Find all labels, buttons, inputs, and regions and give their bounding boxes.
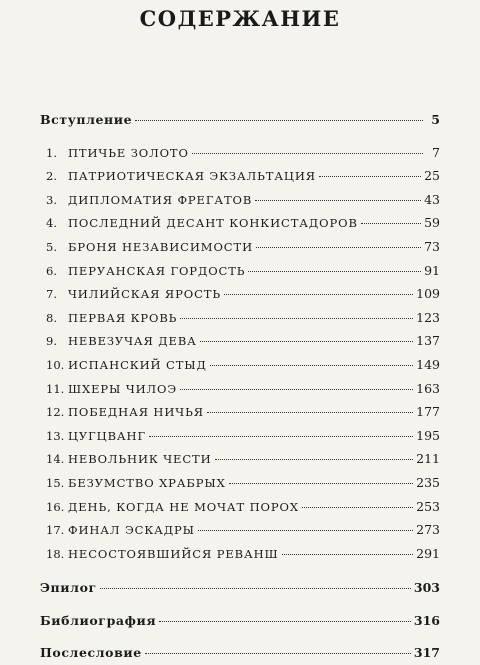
toc-chapter-entry	[40, 447, 440, 471]
toc-chapter-entry	[40, 471, 440, 495]
toc-entry-page-number: 291	[416, 545, 440, 561]
toc-entry-number: 18.	[46, 546, 65, 561]
toc-entry-title: ЦУГЦВАНГ	[68, 428, 146, 443]
toc-entry-title: НЕВОЛЬНИК ЧЕСТИ	[68, 452, 212, 467]
toc-entry-number: 10.	[46, 357, 65, 372]
toc-entry-title: НЕСОСТОЯВШИЙСЯ РЕВАНШ	[68, 546, 279, 561]
toc-entry-title: ДИПЛОМАТИЯ ФРЕГАТОВ	[68, 192, 253, 207]
toc-entry-number: 14.	[46, 452, 65, 467]
table-of-contents	[40, 108, 440, 665]
toc-entry-title: БРОНЯ НЕЗАВИСИМОСТИ	[68, 239, 253, 254]
dot-leader	[180, 389, 413, 390]
toc-entry-number: 13.	[46, 428, 65, 443]
toc-entry-title: НЕВЕЗУЧАЯ ДЕВА	[68, 334, 197, 349]
dot-leader	[192, 153, 423, 154]
toc-chapter-entry	[40, 306, 440, 330]
toc-entry-title: Послесловие	[40, 645, 142, 661]
toc-entry-number: 7.	[46, 287, 57, 302]
toc-entry-page-number: 177	[416, 404, 440, 420]
toc-entry-number: 11.	[46, 381, 65, 396]
toc-entry-title: Библиография	[40, 612, 157, 628]
toc-entry-title: ИСПАНСКИЙ СТЫД	[68, 357, 207, 372]
toc-entry-title: ПЕРВАЯ КРОВЬ	[68, 310, 178, 325]
toc-chapter-entry	[40, 188, 440, 212]
dot-leader	[229, 483, 413, 484]
toc-entry-page-number: 195	[416, 427, 440, 443]
toc-chapter-entry	[40, 518, 440, 542]
toc-entry-number: 12.	[46, 405, 65, 420]
dot-leader	[302, 507, 413, 508]
toc-entry-title: ШХЕРЫ ЧИЛОЭ	[68, 381, 178, 396]
toc-chapter-entry	[40, 377, 440, 401]
toc-chapter-entry	[40, 353, 440, 377]
toc-entry-title: ПОБЕДНАЯ НИЧЬЯ	[68, 405, 204, 420]
toc-entry-page-number: 123	[416, 309, 440, 325]
toc-chapter-entry	[40, 141, 440, 165]
dot-leader	[200, 341, 413, 342]
dot-leader	[361, 223, 421, 224]
toc-entry-title: ПАТРИОТИЧЕСКАЯ ЭКЗАЛЬТАЦИЯ	[68, 169, 316, 184]
toc-chapter-entry	[40, 282, 440, 306]
toc-entry-title: БЕЗУМСТВО ХРАБРЫХ	[68, 475, 226, 490]
toc-entry-title: Эпилог	[40, 580, 97, 596]
toc-section-entry	[40, 108, 440, 132]
dot-leader	[210, 365, 413, 366]
toc-entry-number: 16.	[46, 499, 65, 514]
toc-entry-page-number: 25	[424, 168, 440, 184]
toc-entry-page-number: 5	[431, 112, 440, 127]
dot-leader	[319, 176, 421, 177]
toc-chapter-entry	[40, 259, 440, 283]
toc-entry-number: 4.	[46, 216, 57, 231]
dot-leader	[224, 294, 413, 295]
toc-entry-page-number: 43	[424, 191, 440, 207]
toc-entry-page-number: 109	[416, 286, 440, 302]
toc-entry-title: ПЕРУАНСКАЯ ГОРДОСТЬ	[68, 263, 246, 278]
toc-entry-number: 2.	[46, 169, 57, 184]
toc-entry-number: 6.	[46, 263, 57, 278]
toc-entry-page-number: 235	[416, 474, 440, 490]
toc-entry-title: ПОСЛЕДНИЙ ДЕСАНТ КОНКИСТАДОРОВ	[68, 216, 358, 231]
toc-entry-number: 17.	[46, 523, 65, 538]
toc-entry-title: ФИНАЛ ЭСКАДРЫ	[68, 523, 195, 538]
toc-entry-page-number: 73	[424, 238, 440, 254]
toc-entry-page-number: 316	[413, 612, 440, 628]
page-title: СОДЕРЖАНИЕ	[139, 6, 341, 31]
dot-leader	[207, 412, 413, 413]
toc-chapter-entry	[40, 542, 440, 566]
toc-entry-page-number: 137	[416, 333, 440, 349]
toc-section-entry	[40, 641, 440, 665]
dot-leader	[145, 653, 411, 654]
toc-chapter-entry	[40, 235, 440, 259]
dot-leader	[159, 621, 411, 622]
toc-section-entry	[40, 576, 440, 600]
dot-leader	[180, 318, 413, 319]
dot-leader	[282, 554, 414, 555]
toc-chapter-entry	[40, 424, 440, 448]
dot-leader	[198, 530, 413, 531]
dot-leader	[256, 247, 421, 248]
dot-leader	[248, 271, 421, 272]
toc-entry-title: ПТИЧЬЕ ЗОЛОТО	[68, 145, 189, 160]
toc-entry-number: 3.	[46, 192, 57, 207]
toc-entry-number: 8.	[46, 310, 57, 325]
toc-entry-page-number: 59	[424, 215, 440, 231]
toc-entry-page-number: 253	[416, 498, 440, 514]
toc-entry-page-number: 149	[416, 356, 440, 372]
toc-entry-title: Вступление	[40, 112, 133, 127]
toc-entry-number: 5.	[46, 239, 57, 254]
toc-chapter-entry	[40, 495, 440, 519]
toc-entry-title: ЧИЛИЙСКАЯ ЯРОСТЬ	[68, 287, 221, 302]
toc-entry-number: 15.	[46, 475, 65, 490]
toc-entry-page-number: 303	[413, 580, 440, 596]
toc-entry-page-number: 91	[424, 262, 440, 278]
toc-chapter-entry	[40, 329, 440, 353]
dot-leader	[149, 436, 413, 437]
toc-entry-title: ДЕНЬ, КОГДА НЕ МОЧАТ ПОРОХ	[68, 499, 299, 514]
toc-entry-number: 1.	[46, 145, 57, 160]
toc-entry-page-number: 273	[416, 522, 440, 538]
toc-entry-page-number: 211	[416, 451, 440, 467]
toc-entry-page-number: 7	[432, 144, 440, 160]
dot-leader	[215, 459, 414, 460]
toc-chapter-entry	[40, 400, 440, 424]
toc-chapter-entry	[40, 211, 440, 235]
toc-section-entry	[40, 609, 440, 633]
toc-entry-number: 9.	[46, 334, 57, 349]
dot-leader	[135, 120, 423, 121]
toc-entry-page-number: 317	[413, 645, 440, 661]
toc-chapter-entry	[40, 164, 440, 188]
dot-leader	[255, 200, 421, 201]
dot-leader	[100, 588, 411, 589]
toc-entry-page-number: 163	[416, 380, 440, 396]
